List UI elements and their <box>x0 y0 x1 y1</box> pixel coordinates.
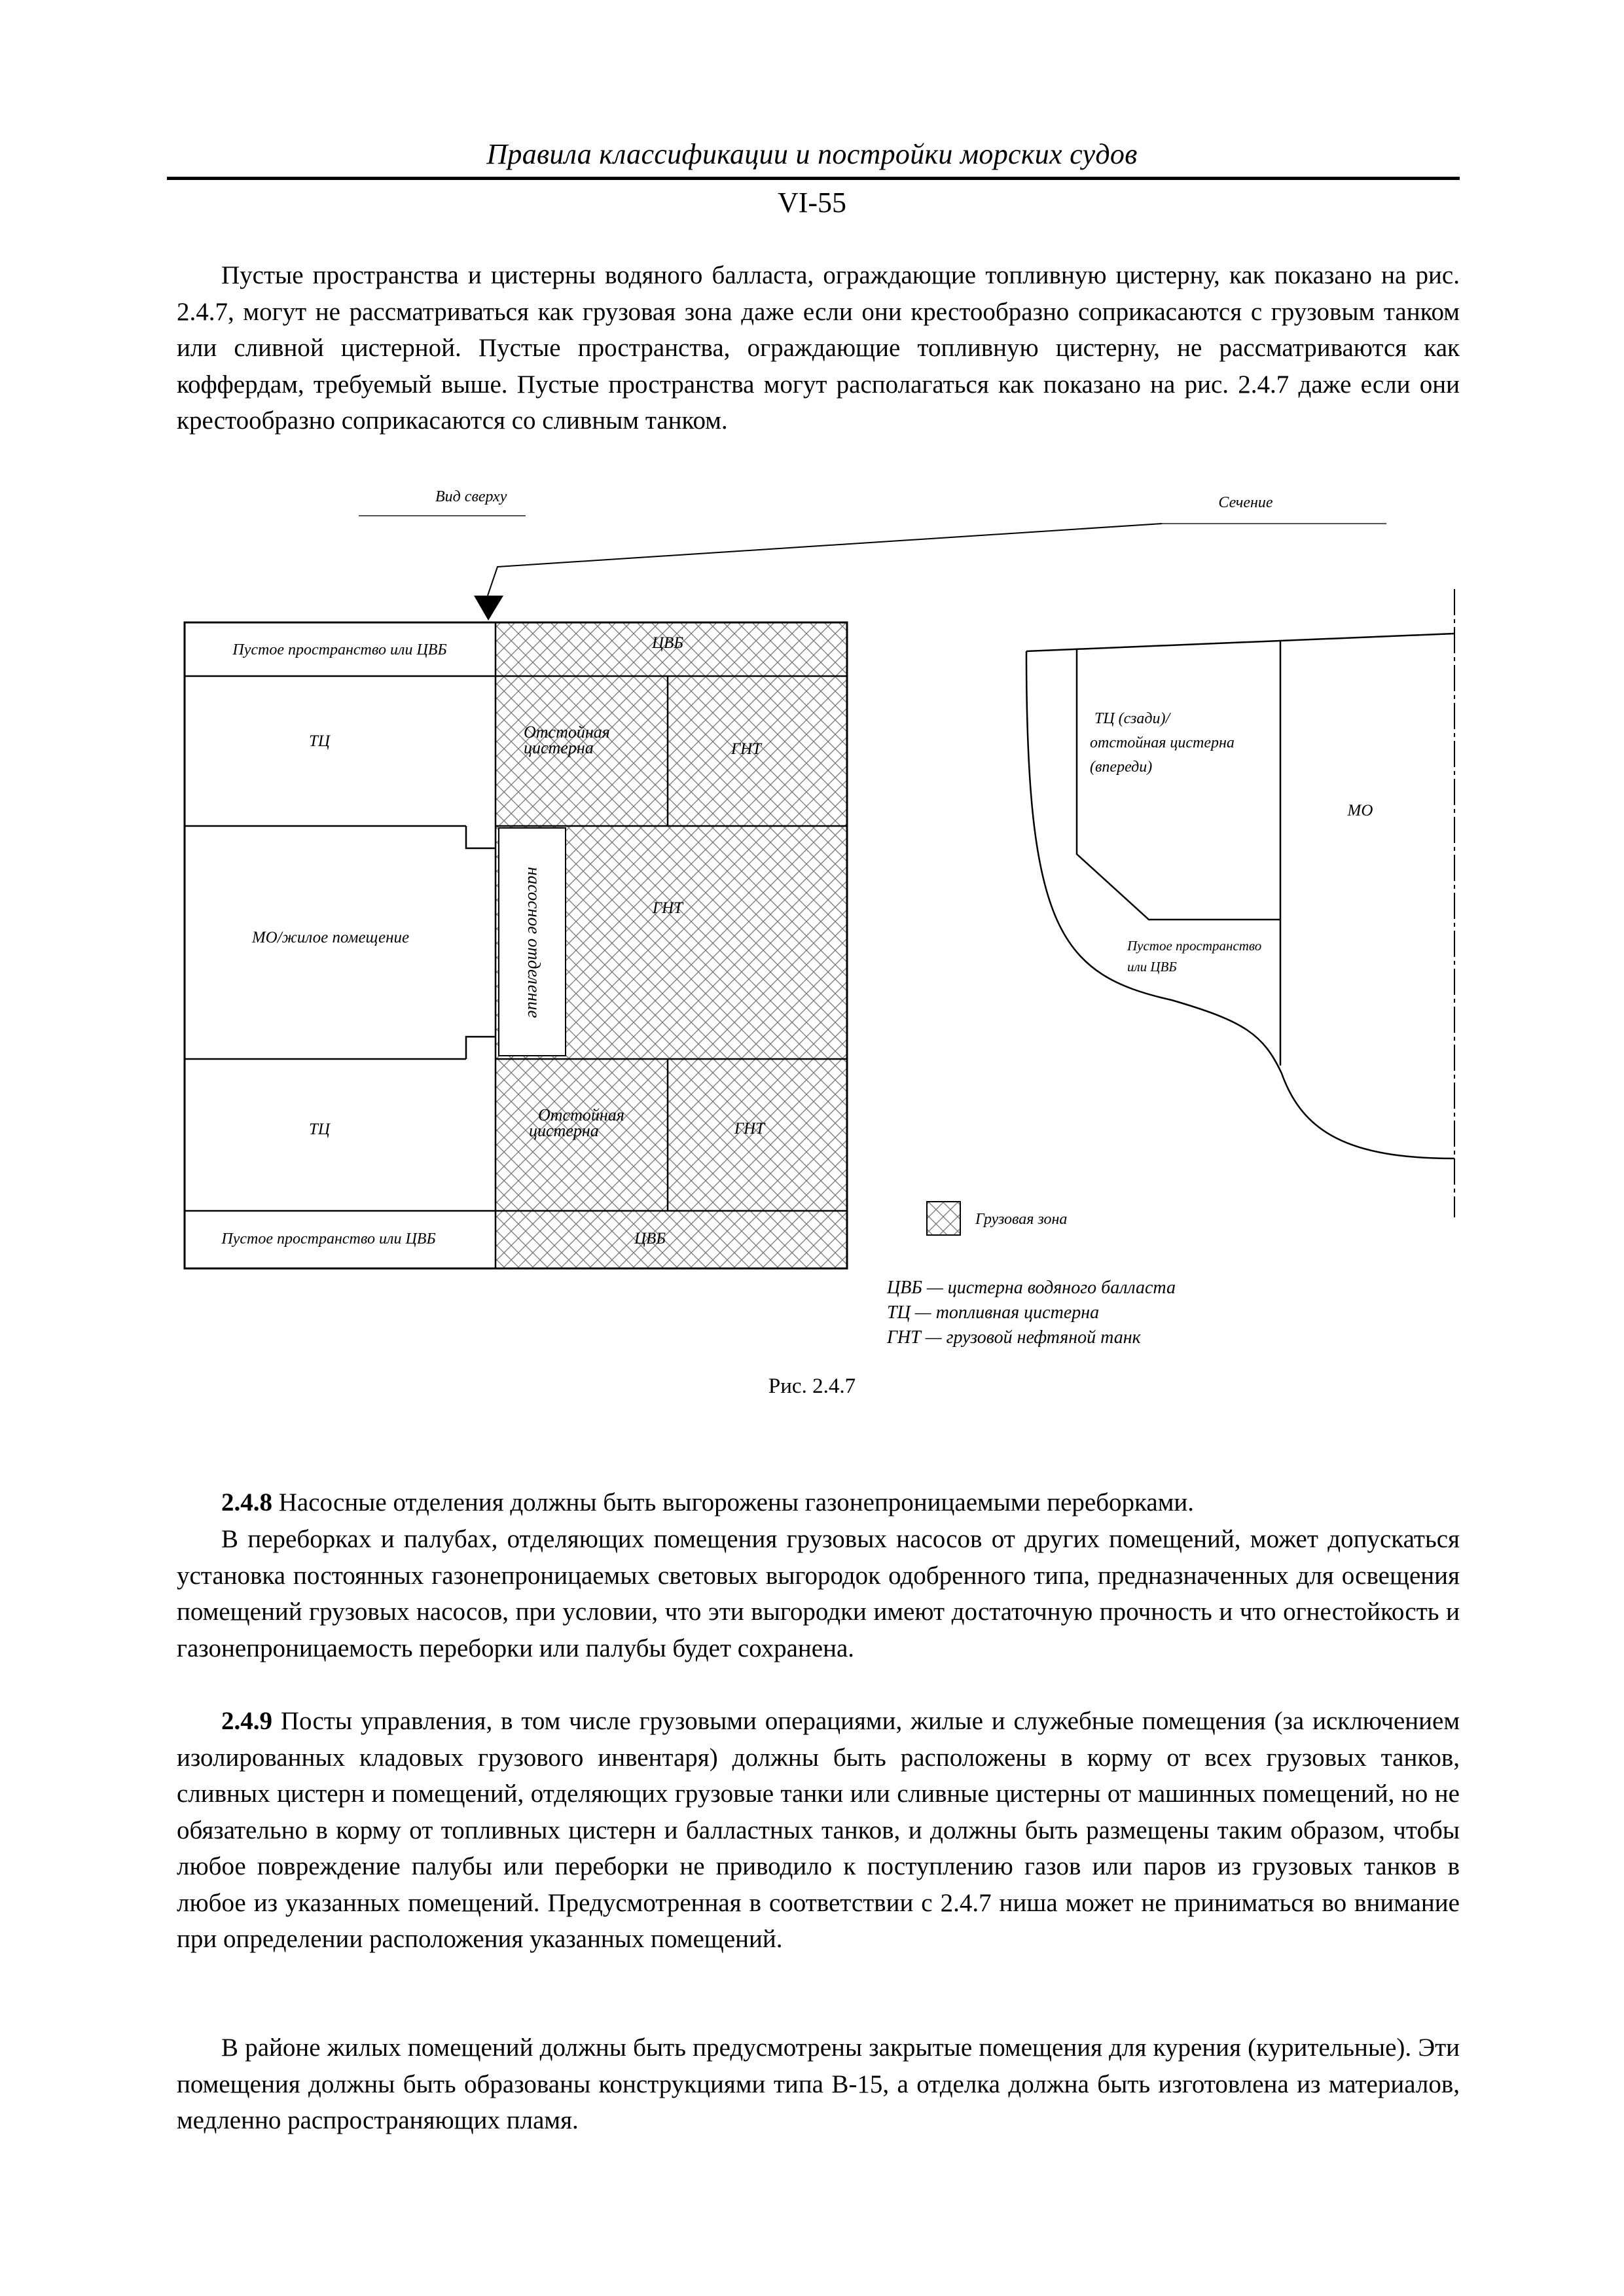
cbb-top-label: ЦВБ <box>651 634 684 652</box>
page-number: VI-55 <box>777 187 847 219</box>
tc-upper-label: ТЦ <box>309 732 330 750</box>
settling-upper-label-2: цистерна <box>524 738 594 757</box>
section-tc-label-3: (впереди) <box>1090 759 1153 776</box>
section-2-4-8 <box>177 1484 1460 1521</box>
running-header: Правила классификации и постройки морских судов <box>486 138 1138 170</box>
section-void-label-1: Пустое пространство <box>1127 938 1262 954</box>
section-2-4-9-text: Посты управления, в том числе грузовыми операциями, жилые и служебные помещения (за исключением изолированных кладовых грузового инвентаря) должны быть расположены в корму от всех грузовых танков, сливных цистерн и помещений, отделяющих грузовые танки или сливные цистерны от машинных помещений, но не обязательно в корму от топливных цистерн и балластных танков, и должны быть размещены таким образом, чтобы любое повреждение палубы или переборки не приводило к поступлению газов или паров из грузовых танков в любое из указанных помещений. Предусмотренная в соответствии с 2.4.7 ниша может не приниматься во внимание при определении расположения указанных помещений. <box>177 1707 1460 1953</box>
mo-living-label: МО/жилое помещение <box>251 929 410 946</box>
void-bottom-label: Пустое пространство или ЦВБ <box>221 1230 436 1247</box>
hull-outline <box>1026 651 1454 1158</box>
gnt-middle-label: ГНТ <box>652 899 683 917</box>
cbb-bottom-label: ЦВБ <box>634 1230 666 1247</box>
section-view <box>1026 589 1454 1217</box>
plan-view <box>185 622 847 1268</box>
gnt-upper-label: ГНТ <box>731 740 762 758</box>
section-tc-label-1: ТЦ (сзади)/ <box>1094 710 1170 727</box>
fuel-tank-boundary <box>1077 649 1280 920</box>
section-2-4-9-paragraph-2: В районе жилых помещений должны быть предусмотрены закрытые помещения для курения (курительные). Эти помещения должны быть образованы конструкциями типа В-15, а отделка должна быть изготовлена из материалов, медленно распространяющих пламя. <box>177 2034 1460 2134</box>
tc-lower-label: ТЦ <box>309 1121 330 1138</box>
settling-lower-label-2: цистерна <box>529 1121 599 1140</box>
figure-caption: Рис. 2.4.7 <box>768 1374 856 1398</box>
void-top-label: Пустое пространство или ЦВБ <box>232 641 447 658</box>
cargo-zone-legend: Грузовая зона <box>975 1211 1068 1228</box>
settling-upper-label-1: Отстойная <box>524 723 610 742</box>
section-label: Сечение <box>1218 494 1273 511</box>
section-cut-leader <box>488 524 1162 596</box>
niche-upper <box>466 826 496 848</box>
abbr-cbb: ЦВБ — цистерна водяного балласта <box>887 1278 1176 1298</box>
abbr-gnt: ГНТ — грузовой нефтяной танк <box>887 1327 1141 1348</box>
section-2-4-8-text: Насосные отделения должны быть выгорожены газонепроницаемыми переборками. <box>272 1488 1194 1516</box>
cargo-zone-swatch <box>927 1202 960 1235</box>
deck-line <box>1026 634 1454 651</box>
intro-paragraph: Пустые пространства и цистерны водяного балласта, ограждающие топливную цистерну, как показано на рис. 2.4.7, могут не рассматриваться как грузовая зона даже если они крестообразно соприкасаются с грузовым танком или сливной цистерной. Пустые пространства, ограждающие топливную цистерну, не рассматриваются как коффердам, требуемый выше. Пустые пространства могут располагаться как показано на рис. 2.4.7 даже если они крестообразно соприкасаются со сливным танком. <box>177 261 1460 435</box>
section-2-4-8-paragraph-2: В переборках и палубах, отделяющих помещения грузовых насосов от других помещений, может допускаться установка постоянных газонепроницаемых световых выгородок одобренного типа, предназначенных для освещения помещений грузовых насосов, при условии, что эти выгородки имеют достаточную прочность и что огнестойкость и газонепроницаемость переборки или палубы будет сохранена. <box>177 1525 1460 1662</box>
view-top-label: Вид сверху <box>435 488 507 505</box>
section-void-label-2: или ЦВБ <box>1127 959 1177 975</box>
abbr-tc: ТЦ — топливная цистерна <box>887 1302 1100 1323</box>
settling-lower-label-1: Отстойная <box>538 1105 624 1124</box>
figure-2-4-7 <box>0 484 1624 1374</box>
header-rule <box>167 177 1460 180</box>
gnt-lower-label: ГНТ <box>734 1120 765 1138</box>
pump-room-label: насосное отделение <box>524 867 544 1018</box>
niche-lower <box>466 1037 496 1059</box>
section-mo-label: МО <box>1347 802 1373 819</box>
section-2-4-9-number: 2.4.9 <box>221 1707 272 1735</box>
section-2-4-8-number: 2.4.8 <box>221 1488 272 1516</box>
section-2-4-9 <box>177 1703 1460 1958</box>
section-cut-arrow <box>474 596 503 620</box>
section-tc-label-2: отстойная цистерна <box>1090 734 1235 751</box>
